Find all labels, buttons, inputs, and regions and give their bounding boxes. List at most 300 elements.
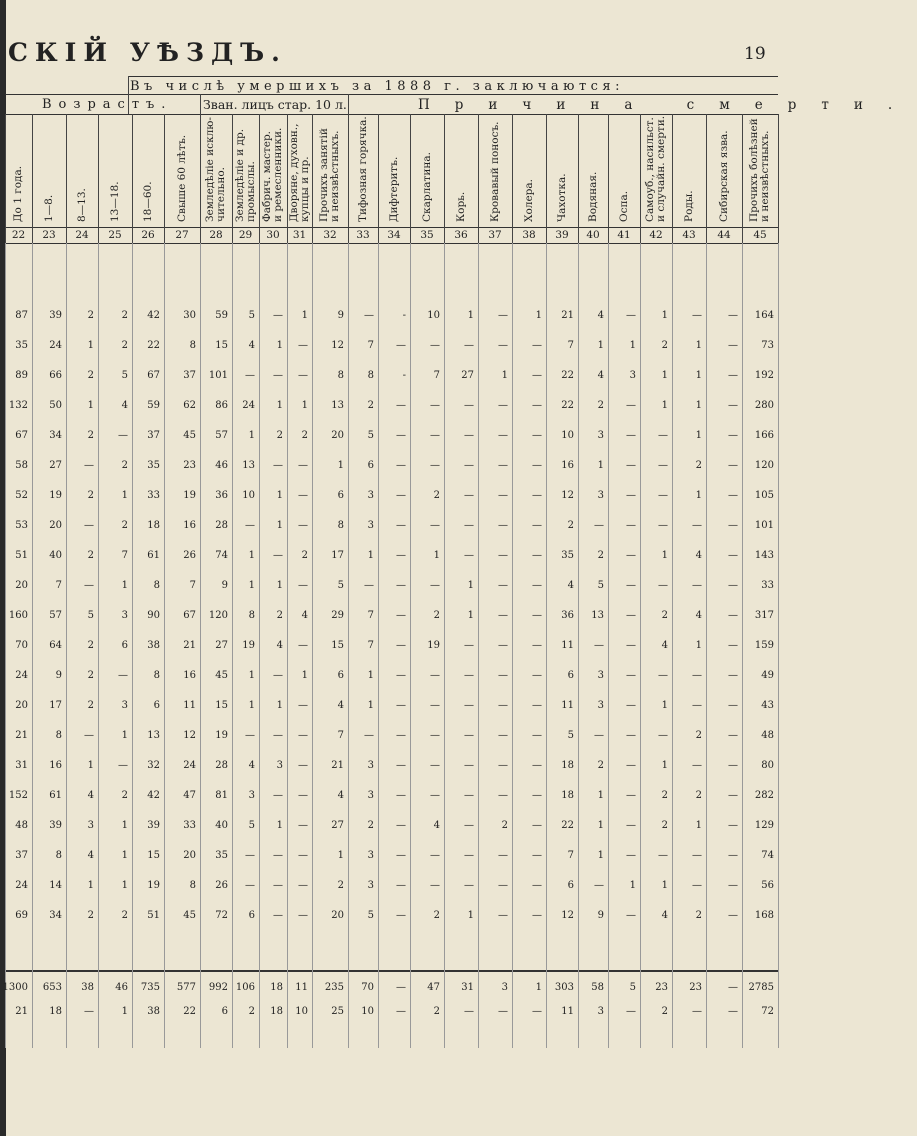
table-cell: 8 [189, 880, 196, 891]
column-rule [706, 114, 707, 244]
column-label-25: 13—18. [108, 181, 121, 222]
table-cell: 20 [15, 700, 28, 711]
table-cell: 90 [147, 610, 160, 621]
total-cell: 38 [81, 982, 94, 993]
table-cell: — [430, 760, 440, 771]
table-cell: - [402, 310, 406, 321]
table-cell: — [728, 460, 738, 471]
table-cell: 1 [87, 340, 94, 351]
table-cell: — [532, 430, 542, 441]
table-cell: 8 [337, 520, 344, 531]
table-cell: 2 [87, 370, 94, 381]
table-cell: 18 [561, 790, 574, 801]
table-cell: — [658, 730, 668, 741]
table-cell: 19 [427, 640, 440, 651]
table-cell: — [298, 910, 308, 921]
total-cell: 1 [121, 1006, 128, 1017]
table-cell: 1 [597, 820, 604, 831]
table-cell: 2 [87, 670, 94, 681]
total-cell: 106 [235, 982, 255, 993]
rule-subgroup [5, 114, 778, 115]
table-cell: 6 [153, 700, 160, 711]
total-cell: — [498, 1006, 508, 1017]
table-cell: 5 [367, 430, 374, 441]
table-cell: — [728, 520, 738, 531]
table-cell: 19 [147, 880, 160, 891]
table-cell: 24 [242, 400, 255, 411]
table-cell: 34 [49, 910, 62, 921]
table-cell: 33 [761, 580, 774, 591]
table-cell: 5 [121, 370, 128, 381]
column-label-32 [319, 128, 341, 222]
table-cell: 7 [367, 640, 374, 651]
table-cell: — [692, 670, 702, 681]
table-cell: 1 [661, 310, 668, 321]
table-cell: 166 [754, 430, 774, 441]
table-cell: 27 [461, 370, 474, 381]
table-cell: 17 [49, 700, 62, 711]
table-cell: — [728, 820, 738, 831]
table-cell: 1 [276, 400, 283, 411]
table-cell: 5 [597, 580, 604, 591]
total-cell: 577 [176, 982, 196, 993]
total-cell: 18 [49, 1006, 62, 1017]
table-cell: — [692, 850, 702, 861]
table-cell: 1 [695, 430, 702, 441]
table-cell: — [532, 400, 542, 411]
table-cell: 3 [597, 490, 604, 501]
table-cell: — [84, 580, 94, 591]
table-cell: — [396, 490, 406, 501]
table-cell: — [532, 670, 542, 681]
table-cell: 27 [49, 460, 62, 471]
table-cell: 3 [276, 760, 283, 771]
table-cell: — [273, 850, 283, 861]
table-cell: 2 [87, 310, 94, 321]
table-cell: — [464, 700, 474, 711]
table-cell: 28 [215, 760, 228, 771]
table-cell: — [728, 640, 738, 651]
table-cell: 47 [183, 790, 196, 801]
column-rule [778, 114, 779, 244]
table-cell: 32 [147, 760, 160, 771]
table-cell: — [396, 700, 406, 711]
table-cell: 67 [147, 370, 160, 381]
table-cell: — [728, 760, 738, 771]
table-cell: 1 [695, 820, 702, 831]
table-cell: — [728, 730, 738, 741]
table-cell: — [728, 700, 738, 711]
table-cell: 80 [761, 760, 774, 771]
table-cell: 4 [248, 760, 255, 771]
table-cell: — [396, 730, 406, 741]
table-cell: — [532, 730, 542, 741]
table-cell: — [273, 310, 283, 321]
table-cell: 45 [215, 670, 228, 681]
page-number: 19 [744, 44, 766, 64]
table-cell: — [498, 430, 508, 441]
table-cell: — [464, 340, 474, 351]
table-cell: — [273, 910, 283, 921]
table-cell: 1 [276, 820, 283, 831]
table-cell: — [532, 700, 542, 711]
table-cell: 61 [49, 790, 62, 801]
table-cell: 1 [695, 640, 702, 651]
table-cell: 21 [331, 760, 344, 771]
column-rule [640, 114, 641, 244]
column-label-38: Холера. [522, 179, 535, 222]
table-cell: — [658, 520, 668, 531]
table-cell: 168 [754, 910, 774, 921]
table-cell: 13 [591, 610, 604, 621]
table-cell: 1 [301, 670, 308, 681]
table-cell: — [728, 880, 738, 891]
column-label-39: Чахотка. [555, 173, 568, 222]
total-cell: 3 [597, 1006, 604, 1017]
table-cell: 7 [367, 340, 374, 351]
total-cell: 47 [427, 982, 440, 993]
table-cell: 1 [367, 550, 374, 561]
table-cell: — [498, 340, 508, 351]
column-number-45: 45 [753, 229, 767, 241]
table-cell: — [298, 580, 308, 591]
column-rule [312, 114, 313, 244]
total-cell: 992 [208, 982, 228, 993]
table-cell: — [532, 550, 542, 561]
table-cell: 24 [15, 670, 28, 681]
column-number-38: 38 [522, 229, 536, 241]
table-cell: — [118, 430, 128, 441]
table-cell: — [273, 730, 283, 741]
table-cell: 40 [215, 820, 228, 831]
table-cell: — [626, 730, 636, 741]
table-cell: — [430, 340, 440, 351]
table-cell: — [273, 880, 283, 891]
table-cell: — [298, 880, 308, 891]
table-cell: — [298, 850, 308, 861]
table-cell: 2 [367, 400, 374, 411]
table-cell: 22 [561, 370, 574, 381]
table-cell: 73 [761, 340, 774, 351]
table-cell: 1 [121, 820, 128, 831]
column-label-line: и неизвѣстныхъ. [759, 130, 771, 222]
table-cell: 87 [15, 310, 28, 321]
table-cell: 8 [248, 610, 255, 621]
table-cell: 5 [367, 910, 374, 921]
table-cell: 57 [49, 610, 62, 621]
table-cell: — [396, 580, 406, 591]
table-cell: — [532, 850, 542, 861]
table-cell: 51 [147, 910, 160, 921]
table-cell: 12 [331, 340, 344, 351]
table-cell: 10 [242, 490, 255, 501]
table-cell: 24 [49, 340, 62, 351]
table-cell: 2 [367, 820, 374, 831]
table-cell: 35 [147, 460, 160, 471]
table-cell: 40 [49, 550, 62, 561]
table-cell: 19 [49, 490, 62, 501]
table-cell: — [626, 850, 636, 861]
table-cell: — [532, 640, 542, 651]
column-label-45 [749, 118, 771, 222]
table-cell: — [430, 430, 440, 441]
table-cell: 317 [754, 610, 774, 621]
table-cell: — [464, 430, 474, 441]
table-cell: 39 [147, 820, 160, 831]
table-cell: 8 [153, 580, 160, 591]
table-cell: 58 [15, 460, 28, 471]
table-cell: — [532, 370, 542, 381]
table-cell: 1 [695, 340, 702, 351]
table-cell: 1 [661, 400, 668, 411]
table-cell: 5 [87, 610, 94, 621]
total-cell: 1 [535, 982, 542, 993]
table-cell: 3 [87, 820, 94, 831]
column-label-34: Дифтеритъ. [387, 156, 400, 222]
table-cell: — [728, 400, 738, 411]
table-cell: 1 [629, 340, 636, 351]
column-label-44: Сибирская язва. [717, 130, 730, 222]
column-label-22: До 1 года. [12, 165, 24, 222]
table-cell: 105 [754, 490, 774, 501]
table-cell: 5 [248, 820, 255, 831]
column-label-33: Тифозная горячка. [356, 116, 369, 222]
table-cell: 1 [597, 460, 604, 471]
table-cell: — [626, 520, 636, 531]
table-cell: — [626, 700, 636, 711]
table-cell: — [430, 400, 440, 411]
total-cell: 70 [361, 982, 374, 993]
table-cell: — [498, 310, 508, 321]
column-rule [378, 114, 379, 244]
total-cell: 2 [433, 1006, 440, 1017]
column-label-line: Земледѣліе и др. [233, 128, 246, 222]
table-cell: — [273, 670, 283, 681]
column-number-32: 32 [323, 229, 337, 241]
table-cell: 8 [337, 370, 344, 381]
table-cell: — [626, 580, 636, 591]
total-cell: 10 [361, 1006, 374, 1017]
table-cell: 4 [337, 790, 344, 801]
table-cell: 1 [87, 400, 94, 411]
table-cell: 1 [695, 490, 702, 501]
table-cell: — [498, 880, 508, 891]
table-cell: 2 [597, 760, 604, 771]
table-cell: — [396, 880, 406, 891]
table-cell: — [245, 880, 255, 891]
total-cell: 11 [561, 1006, 574, 1017]
table-cell: 1 [248, 430, 255, 441]
table-cell: 39 [49, 310, 62, 321]
column-label-31 [289, 124, 311, 222]
column-number-33: 33 [356, 229, 370, 241]
table-cell: — [430, 460, 440, 471]
column-label-line: Прочихъ болѣзней [748, 118, 760, 222]
table-cell: 28 [215, 520, 228, 531]
column-rule [444, 114, 445, 244]
total-cell: 10 [295, 1006, 308, 1017]
total-cell: 21 [15, 1006, 28, 1017]
column-number-28: 28 [209, 229, 223, 241]
table-cell: 51 [15, 550, 28, 561]
table-cell: — [464, 790, 474, 801]
column-rule [32, 114, 33, 244]
table-cell: — [532, 460, 542, 471]
table-cell: 1 [629, 880, 636, 891]
table-cell: 120 [754, 460, 774, 471]
table-cell: 10 [561, 430, 574, 441]
column-label-line: Земледѣліе исклю- [204, 117, 216, 222]
total-cell: 18 [270, 982, 283, 993]
table-cell: — [498, 790, 508, 801]
table-cell: 14 [49, 880, 62, 891]
table-cell: 1 [276, 490, 283, 501]
table-cell: — [692, 880, 702, 891]
column-number-29: 29 [238, 229, 253, 241]
table-cell: 160 [8, 610, 28, 621]
table-cell: 5 [337, 580, 344, 591]
column-number-36: 36 [454, 229, 468, 241]
table-cell: 2 [433, 910, 440, 921]
column-label-line: Прочихъ занятій [318, 128, 330, 222]
column-label-28 [205, 117, 227, 222]
table-cell: 13 [331, 400, 344, 411]
table-cell: — [626, 460, 636, 471]
table-cell: 3 [367, 520, 374, 531]
table-cell: 4 [121, 400, 128, 411]
table-cell: — [626, 610, 636, 621]
table-cell: — [498, 610, 508, 621]
column-label-30 [262, 128, 284, 222]
table-cell: — [396, 430, 406, 441]
table-cell: 2 [695, 910, 702, 921]
table-cell: — [532, 580, 542, 591]
table-cell: 16 [561, 460, 574, 471]
table-cell: 49 [761, 670, 774, 681]
table-cell: 12 [561, 490, 574, 501]
table-cell: — [728, 610, 738, 621]
table-cell: 1 [467, 580, 474, 591]
table-cell: 3 [367, 760, 374, 771]
table-cell: — [498, 550, 508, 561]
table-cell: 6 [567, 880, 574, 891]
column-label-line: чительно. [215, 166, 227, 222]
table-cell: 1 [248, 670, 255, 681]
table-cell: 4 [433, 820, 440, 831]
table-cell: 280 [754, 400, 774, 411]
total-cell: 23 [689, 982, 702, 993]
table-cell: 4 [248, 340, 255, 351]
table-cell: — [464, 850, 474, 861]
table-cell: 13 [242, 460, 255, 471]
table-cell: 3 [367, 790, 374, 801]
table-cell: — [464, 520, 474, 531]
table-cell: — [396, 910, 406, 921]
table-cell: 34 [49, 430, 62, 441]
table-cell: — [273, 460, 283, 471]
total-cell: — [396, 1006, 406, 1017]
rule-labels-bottom [5, 227, 778, 228]
table-cell: 7 [433, 370, 440, 381]
table-cell: 2 [87, 700, 94, 711]
table-cell: 4 [337, 700, 344, 711]
table-cell: 132 [8, 400, 28, 411]
table-cell: — [273, 550, 283, 561]
table-cell: 1 [597, 340, 604, 351]
total-cell: 23 [655, 982, 668, 993]
table-cell: — [498, 640, 508, 651]
column-rule [348, 114, 349, 244]
table-cell: — [692, 760, 702, 771]
table-cell: 3 [367, 490, 374, 501]
column-label-line: и неизвѣстныхъ. [329, 130, 341, 222]
table-cell: 1 [695, 370, 702, 381]
table-cell: 3 [629, 370, 636, 381]
table-cell: 86 [215, 400, 228, 411]
table-cell: — [498, 580, 508, 591]
table-cell: 23 [183, 460, 196, 471]
column-rule [200, 114, 201, 244]
column-number-22: 22 [11, 229, 26, 241]
table-cell: 2 [121, 340, 128, 351]
column-rule-body [778, 243, 779, 1048]
column-label-29 [235, 129, 257, 222]
table-cell: — [396, 400, 406, 411]
table-cell: — [396, 850, 406, 861]
table-cell: 1 [367, 700, 374, 711]
table-cell: 11 [561, 700, 574, 711]
table-cell: 1 [467, 910, 474, 921]
column-label-35: Скарлатина. [420, 152, 433, 222]
total-cell: 25 [331, 1006, 344, 1017]
table-cell: 64 [49, 640, 62, 651]
table-cell: — [532, 820, 542, 831]
column-number-34: 34 [387, 229, 401, 241]
table-cell: 35 [215, 850, 228, 861]
table-cell: 101 [208, 370, 228, 381]
table-cell: — [298, 490, 308, 501]
table-cell: — [464, 760, 474, 771]
table-cell: 1 [433, 550, 440, 561]
table-cell: — [728, 580, 738, 591]
table-cell: 2 [661, 610, 668, 621]
table-cell: 11 [183, 700, 196, 711]
column-number-30: 30 [266, 229, 280, 241]
table-cell: — [298, 370, 308, 381]
header-main: Въ числѣ умершихъ за 1888 г. заключаются: [130, 79, 625, 94]
table-cell: — [430, 700, 440, 711]
table-cell: 33 [147, 490, 160, 501]
table-cell: 4 [695, 610, 702, 621]
table-cell: — [84, 730, 94, 741]
total-cell: 2 [661, 1006, 668, 1017]
column-number-25: 25 [108, 229, 122, 241]
table-cell: — [298, 340, 308, 351]
table-cell: 2 [301, 550, 308, 561]
table-cell: 9 [55, 670, 62, 681]
table-cell: 2 [661, 340, 668, 351]
total-cell: — [84, 1006, 94, 1017]
table-cell: 1 [121, 580, 128, 591]
table-cell: — [728, 340, 738, 351]
total-cell: 2 [248, 1006, 255, 1017]
table-cell: — [532, 910, 542, 921]
table-cell: — [245, 520, 255, 531]
table-cell: — [273, 370, 283, 381]
column-label-line: и ремесленники. [272, 127, 284, 222]
table-cell: — [364, 580, 374, 591]
total-cell: 1300 [2, 982, 28, 993]
